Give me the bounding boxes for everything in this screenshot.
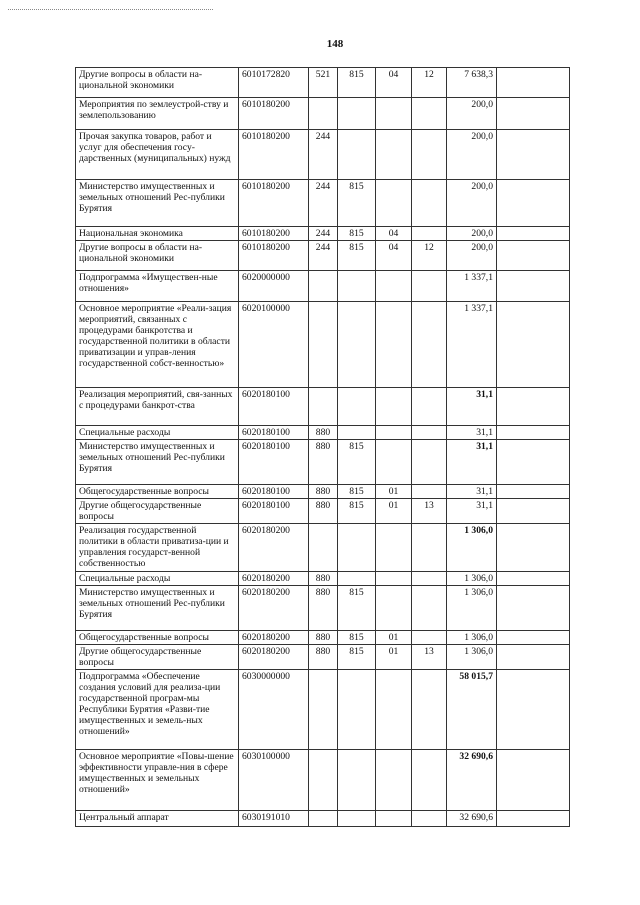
amount-cell: 31,1 bbox=[447, 426, 497, 440]
ministry-code-cell: 815 bbox=[338, 631, 376, 645]
ministry-code-cell bbox=[338, 130, 376, 180]
expense-type-cell bbox=[309, 302, 338, 388]
row-name-cell: Специальные расходы bbox=[76, 426, 239, 440]
row-name-cell: Мероприятия по землеустрой-ству и землепользованию bbox=[76, 98, 239, 130]
ministry-code-cell bbox=[338, 98, 376, 130]
section-cell bbox=[376, 440, 412, 485]
amount-cell: 200,0 bbox=[447, 130, 497, 180]
subsection-cell: 12 bbox=[412, 68, 447, 98]
expense-type-cell: 880 bbox=[309, 485, 338, 499]
amount-cell: 31,1 bbox=[447, 499, 497, 524]
table-row bbox=[76, 241, 570, 271]
expense-type-cell: 880 bbox=[309, 586, 338, 631]
row-name-cell: Прочая закупка товаров, работ и услуг для обеспечения госу-дарственных (муниципальных) нужд bbox=[76, 130, 239, 180]
row-name-cell: Национальная экономика bbox=[76, 227, 239, 241]
row-name-cell: Общегосударственные вопросы bbox=[76, 485, 239, 499]
target-code-cell: 6030000000 bbox=[239, 670, 309, 750]
expense-type-cell: 880 bbox=[309, 440, 338, 485]
empty-cell bbox=[497, 572, 570, 586]
expense-type-cell bbox=[309, 670, 338, 750]
row-name-cell: Специальные расходы bbox=[76, 572, 239, 586]
table-row bbox=[76, 586, 570, 631]
table-row bbox=[76, 524, 570, 572]
ministry-code-cell bbox=[338, 426, 376, 440]
ministry-code-cell: 815 bbox=[338, 586, 376, 631]
target-code-cell: 6020180200 bbox=[239, 586, 309, 631]
target-code-cell: 6030191010 bbox=[239, 811, 309, 827]
subsection-cell bbox=[412, 302, 447, 388]
amount-cell: 200,0 bbox=[447, 180, 497, 227]
target-code-cell: 6020180100 bbox=[239, 485, 309, 499]
target-code-cell: 6020100000 bbox=[239, 302, 309, 388]
budget-table-body bbox=[76, 68, 570, 827]
table-row bbox=[76, 572, 570, 586]
target-code-cell: 6020180100 bbox=[239, 426, 309, 440]
subsection-cell bbox=[412, 98, 447, 130]
row-name-cell: Министерство имущественных и земельных отношений Рес-публики Бурятия bbox=[76, 180, 239, 227]
section-cell: 01 bbox=[376, 645, 412, 670]
row-name-cell: Реализация мероприятий, свя-занных с процедурами банкрот-ства bbox=[76, 388, 239, 426]
target-code-cell: 6010180200 bbox=[239, 227, 309, 241]
target-code-cell: 6010180200 bbox=[239, 130, 309, 180]
empty-cell bbox=[497, 388, 570, 426]
row-name-cell: Другие вопросы в области на-циональной экономики bbox=[76, 241, 239, 271]
header-rule bbox=[8, 9, 213, 10]
section-cell bbox=[376, 524, 412, 572]
amount-cell: 1 306,0 bbox=[447, 631, 497, 645]
subsection-cell bbox=[412, 227, 447, 241]
target-code-cell: 6020180200 bbox=[239, 631, 309, 645]
expense-type-cell bbox=[309, 524, 338, 572]
expense-type-cell: 244 bbox=[309, 180, 338, 227]
empty-cell bbox=[497, 130, 570, 180]
amount-cell: 200,0 bbox=[447, 98, 497, 130]
ministry-code-cell: 815 bbox=[338, 68, 376, 98]
ministry-code-cell bbox=[338, 811, 376, 827]
empty-cell bbox=[497, 645, 570, 670]
expense-type-cell bbox=[309, 388, 338, 426]
subsection-cell bbox=[412, 440, 447, 485]
row-name-cell: Другие вопросы в области на-циональной экономики bbox=[76, 68, 239, 98]
table-row bbox=[76, 485, 570, 499]
amount-cell: 200,0 bbox=[447, 227, 497, 241]
target-code-cell: 6010172820 bbox=[239, 68, 309, 98]
expense-type-cell: 880 bbox=[309, 631, 338, 645]
expense-type-cell: 244 bbox=[309, 227, 338, 241]
empty-cell bbox=[497, 180, 570, 227]
ministry-code-cell bbox=[338, 670, 376, 750]
section-cell bbox=[376, 271, 412, 302]
row-name-cell: Реализация государственной политики в области приватиза-ции и управления государст-венной собственностью bbox=[76, 524, 239, 572]
subsection-cell bbox=[412, 631, 447, 645]
expense-type-cell bbox=[309, 750, 338, 811]
empty-cell bbox=[497, 241, 570, 271]
table-row bbox=[76, 811, 570, 827]
ministry-code-cell bbox=[338, 271, 376, 302]
empty-cell bbox=[497, 499, 570, 524]
table-row bbox=[76, 426, 570, 440]
target-code-cell: 6020180100 bbox=[239, 388, 309, 426]
row-name-cell: Другие общегосударственные вопросы bbox=[76, 499, 239, 524]
budget-table bbox=[75, 67, 570, 827]
table-row bbox=[76, 388, 570, 426]
section-cell bbox=[376, 180, 412, 227]
table-row bbox=[76, 670, 570, 750]
subsection-cell: 12 bbox=[412, 241, 447, 271]
subsection-cell: 13 bbox=[412, 645, 447, 670]
expense-type-cell: 521 bbox=[309, 68, 338, 98]
empty-cell bbox=[497, 440, 570, 485]
expense-type-cell: 880 bbox=[309, 645, 338, 670]
table-row bbox=[76, 227, 570, 241]
subsection-cell: 13 bbox=[412, 499, 447, 524]
subsection-cell bbox=[412, 586, 447, 631]
target-code-cell: 6030100000 bbox=[239, 750, 309, 811]
table-row bbox=[76, 180, 570, 227]
empty-cell bbox=[497, 68, 570, 98]
expense-type-cell: 244 bbox=[309, 130, 338, 180]
target-code-cell: 6020180200 bbox=[239, 572, 309, 586]
section-cell: 01 bbox=[376, 485, 412, 499]
subsection-cell bbox=[412, 572, 447, 586]
amount-cell: 31,1 bbox=[447, 388, 497, 426]
empty-cell bbox=[497, 811, 570, 827]
row-name-cell: Основное мероприятие «Повы-шение эффективности управле-ния в сфере имущественных и земельных отношений» bbox=[76, 750, 239, 811]
target-code-cell: 6020180100 bbox=[239, 440, 309, 485]
subsection-cell bbox=[412, 811, 447, 827]
empty-cell bbox=[497, 485, 570, 499]
empty-cell bbox=[497, 586, 570, 631]
ministry-code-cell: 815 bbox=[338, 227, 376, 241]
amount-cell: 7 638,3 bbox=[447, 68, 497, 98]
empty-cell bbox=[497, 302, 570, 388]
section-cell bbox=[376, 302, 412, 388]
target-code-cell: 6020180200 bbox=[239, 645, 309, 670]
target-code-cell: 6020000000 bbox=[239, 271, 309, 302]
row-name-cell: Основное мероприятие «Реали-зация мероприятий, связанных с процедурами банкротства и государственной политики в области приватизации и управ-ления государственной собст-венностью» bbox=[76, 302, 239, 388]
expense-type-cell: 880 bbox=[309, 499, 338, 524]
subsection-cell bbox=[412, 524, 447, 572]
table-row bbox=[76, 499, 570, 524]
ministry-code-cell: 815 bbox=[338, 241, 376, 271]
subsection-cell bbox=[412, 750, 447, 811]
section-cell bbox=[376, 130, 412, 180]
section-cell: 01 bbox=[376, 631, 412, 645]
expense-type-cell: 244 bbox=[309, 241, 338, 271]
empty-cell bbox=[497, 670, 570, 750]
table-row bbox=[76, 68, 570, 98]
table-row bbox=[76, 98, 570, 130]
row-name-cell: Центральный аппарат bbox=[76, 811, 239, 827]
ministry-code-cell bbox=[338, 750, 376, 811]
amount-cell: 1 337,1 bbox=[447, 271, 497, 302]
target-code-cell: 6010180200 bbox=[239, 241, 309, 271]
amount-cell: 58 015,7 bbox=[447, 670, 497, 750]
ministry-code-cell bbox=[338, 572, 376, 586]
target-code-cell: 6010180200 bbox=[239, 98, 309, 130]
amount-cell: 1 306,0 bbox=[447, 645, 497, 670]
section-cell bbox=[376, 98, 412, 130]
section-cell: 01 bbox=[376, 499, 412, 524]
section-cell: 04 bbox=[376, 68, 412, 98]
subsection-cell bbox=[412, 130, 447, 180]
amount-cell: 32 690,6 bbox=[447, 750, 497, 811]
empty-cell bbox=[497, 271, 570, 302]
subsection-cell bbox=[412, 180, 447, 227]
page-number: 148 bbox=[326, 38, 344, 50]
amount-cell: 32 690,6 bbox=[447, 811, 497, 827]
section-cell bbox=[376, 811, 412, 827]
amount-cell: 31,1 bbox=[447, 440, 497, 485]
table-row bbox=[76, 130, 570, 180]
amount-cell: 200,0 bbox=[447, 241, 497, 271]
empty-cell bbox=[497, 227, 570, 241]
empty-cell bbox=[497, 631, 570, 645]
empty-cell bbox=[497, 750, 570, 811]
subsection-cell bbox=[412, 426, 447, 440]
expense-type-cell bbox=[309, 271, 338, 302]
subsection-cell bbox=[412, 388, 447, 426]
section-cell: 04 bbox=[376, 227, 412, 241]
empty-cell bbox=[497, 426, 570, 440]
target-code-cell: 6020180100 bbox=[239, 499, 309, 524]
amount-cell: 31,1 bbox=[447, 485, 497, 499]
ministry-code-cell bbox=[338, 524, 376, 572]
row-name-cell: Подпрограмма «Обеспечение создания условий для реализа-ции государственной програм-мы Республики Бурятия «Разви-тие имущественных и земель-ных отношений» bbox=[76, 670, 239, 750]
ministry-code-cell: 815 bbox=[338, 645, 376, 670]
section-cell bbox=[376, 670, 412, 750]
section-cell bbox=[376, 586, 412, 631]
amount-cell: 1 306,0 bbox=[447, 572, 497, 586]
row-name-cell: Общегосударственные вопросы bbox=[76, 631, 239, 645]
section-cell bbox=[376, 388, 412, 426]
target-code-cell: 6020180200 bbox=[239, 524, 309, 572]
section-cell: 04 bbox=[376, 241, 412, 271]
ministry-code-cell: 815 bbox=[338, 180, 376, 227]
table-row bbox=[76, 750, 570, 811]
row-name-cell: Другие общегосударственные вопросы bbox=[76, 645, 239, 670]
expense-type-cell bbox=[309, 98, 338, 130]
section-cell bbox=[376, 426, 412, 440]
table-row bbox=[76, 631, 570, 645]
table-row bbox=[76, 271, 570, 302]
row-name-cell: Подпрограмма «Имуществен-ные отношения» bbox=[76, 271, 239, 302]
section-cell bbox=[376, 572, 412, 586]
row-name-cell: Министерство имущественных и земельных отношений Рес-публики Бурятия bbox=[76, 586, 239, 631]
ministry-code-cell: 815 bbox=[338, 485, 376, 499]
expense-type-cell bbox=[309, 811, 338, 827]
subsection-cell bbox=[412, 485, 447, 499]
ministry-code-cell: 815 bbox=[338, 499, 376, 524]
expense-type-cell: 880 bbox=[309, 426, 338, 440]
subsection-cell bbox=[412, 271, 447, 302]
empty-cell bbox=[497, 98, 570, 130]
section-cell bbox=[376, 750, 412, 811]
amount-cell: 1 337,1 bbox=[447, 302, 497, 388]
table-row bbox=[76, 440, 570, 485]
target-code-cell: 6010180200 bbox=[239, 180, 309, 227]
row-name-cell: Министерство имущественных и земельных отношений Рес-публики Бурятия bbox=[76, 440, 239, 485]
expense-type-cell: 880 bbox=[309, 572, 338, 586]
table-row bbox=[76, 302, 570, 388]
ministry-code-cell bbox=[338, 388, 376, 426]
table-row bbox=[76, 645, 570, 670]
amount-cell: 1 306,0 bbox=[447, 524, 497, 572]
ministry-code-cell: 815 bbox=[338, 440, 376, 485]
amount-cell: 1 306,0 bbox=[447, 586, 497, 631]
empty-cell bbox=[497, 524, 570, 572]
ministry-code-cell bbox=[338, 302, 376, 388]
subsection-cell bbox=[412, 670, 447, 750]
